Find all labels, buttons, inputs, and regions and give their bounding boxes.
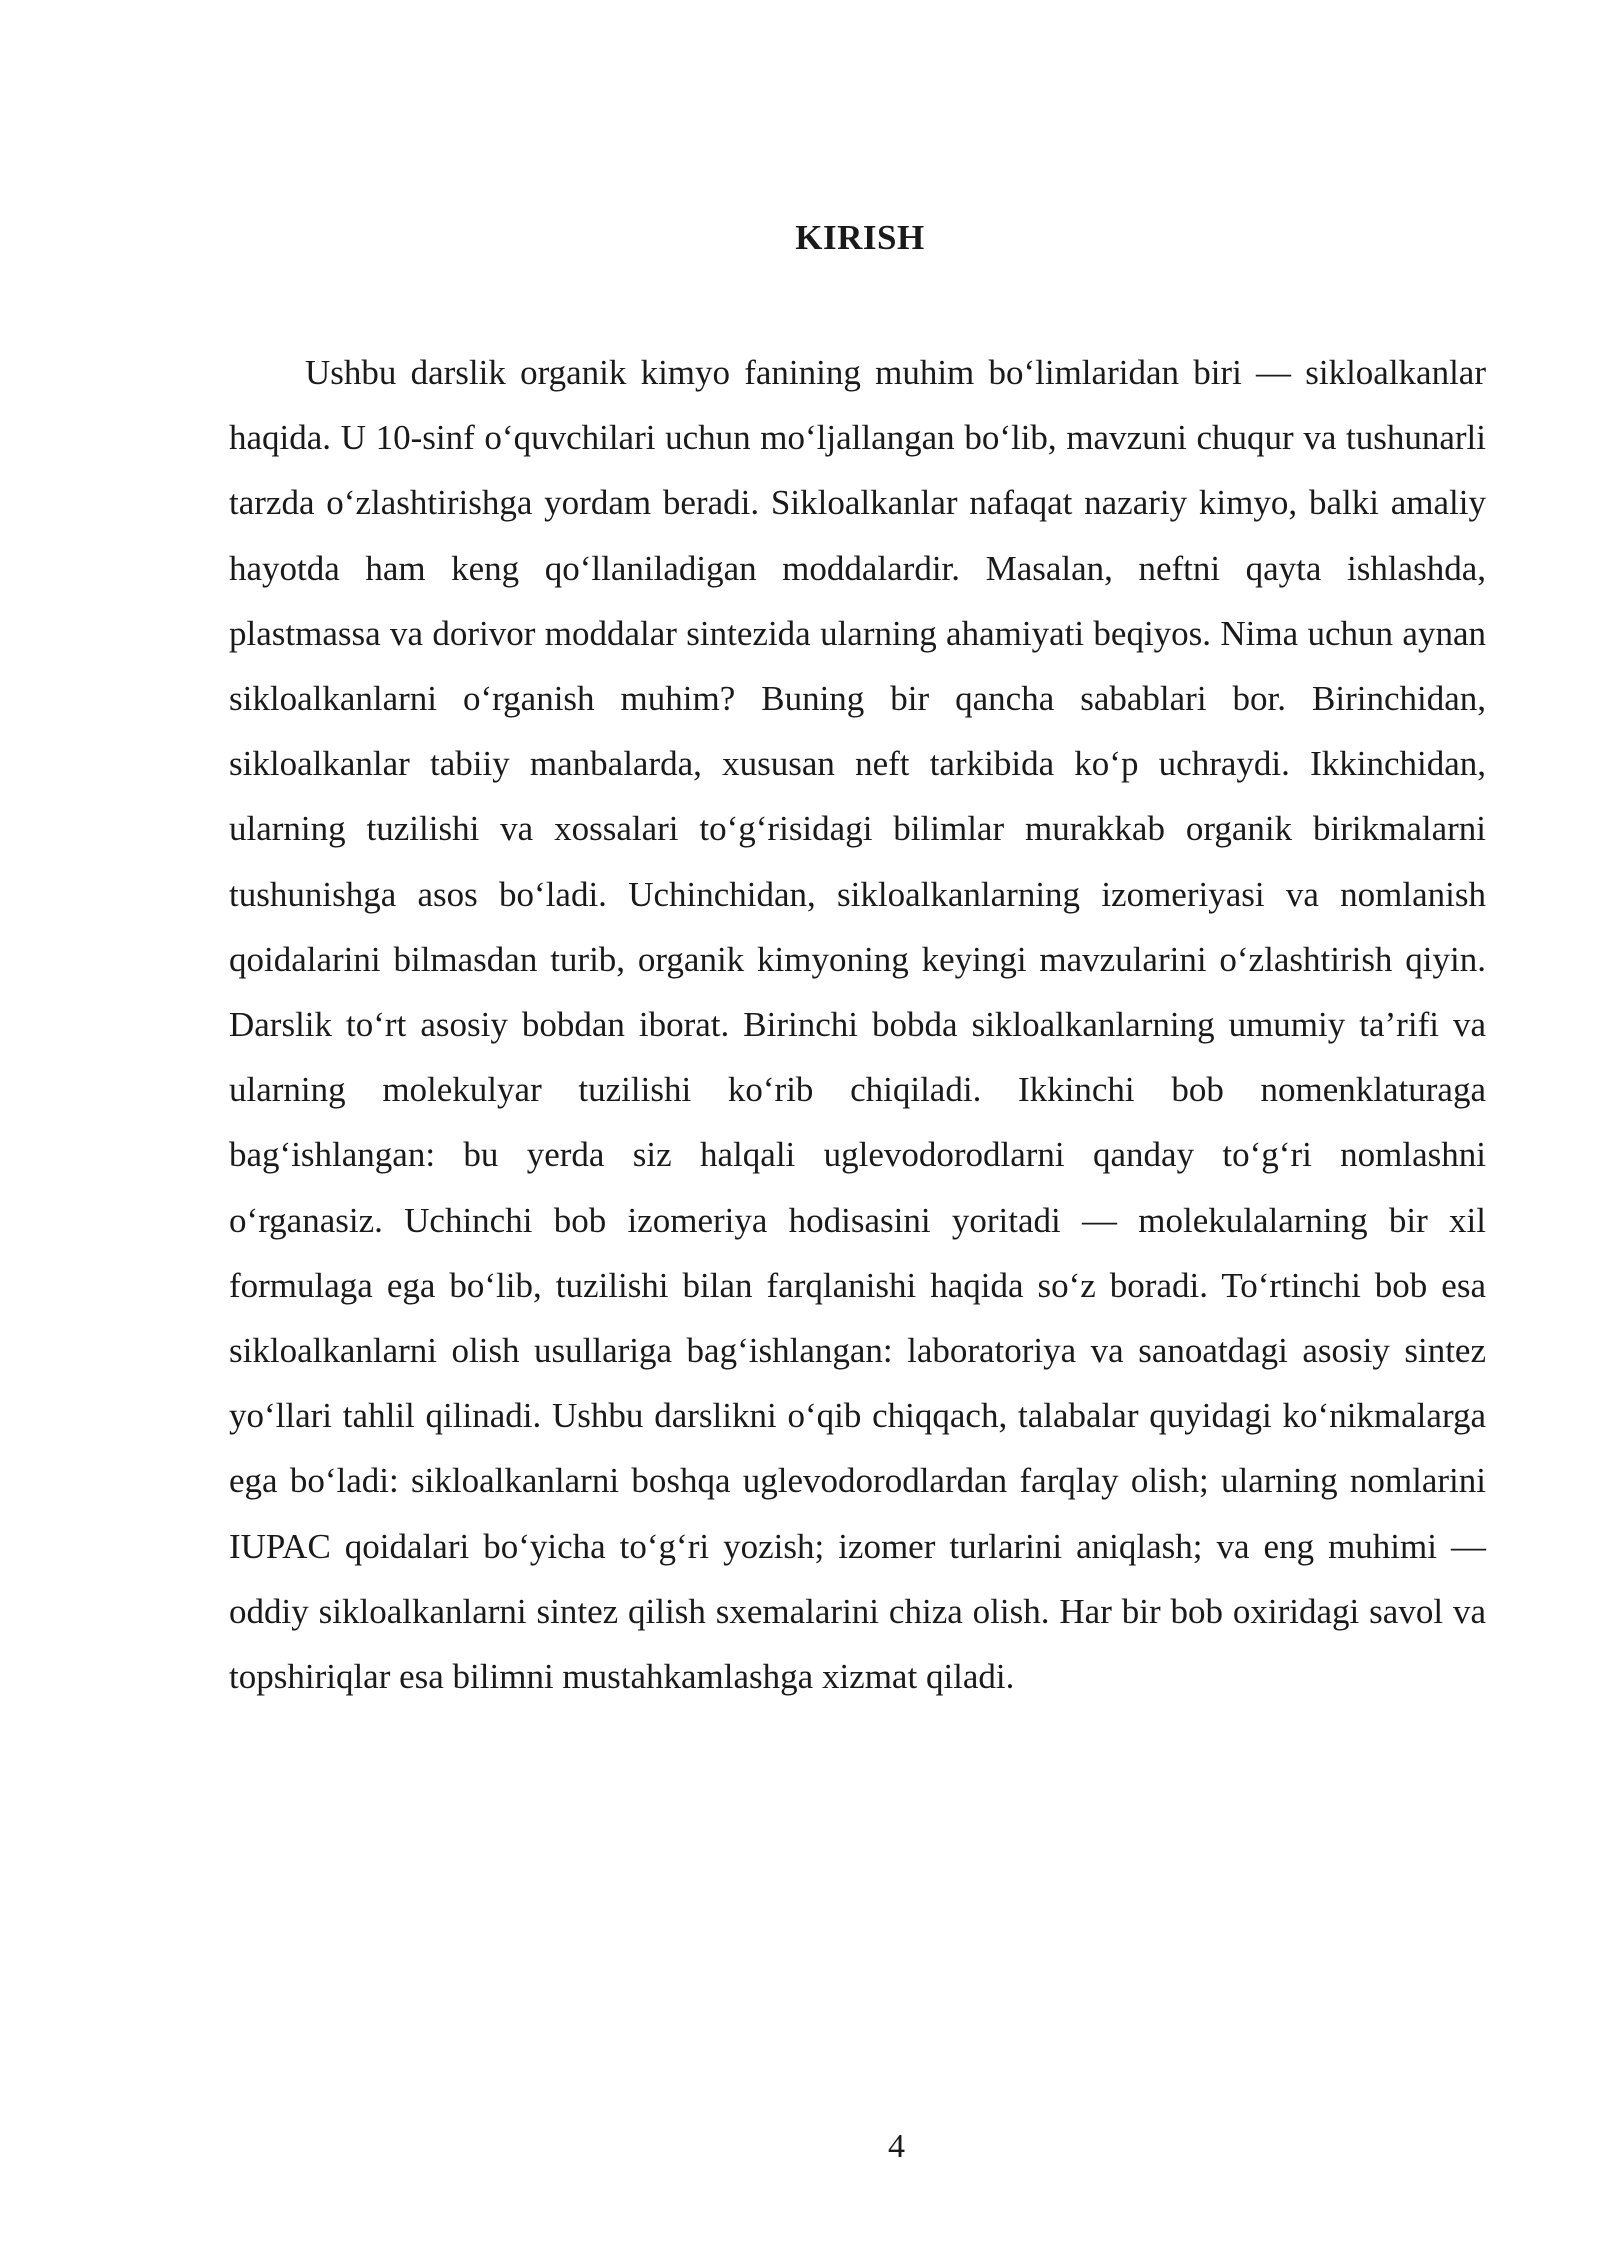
page-number: 4 (888, 2128, 905, 2165)
page-title: KIRISH (795, 218, 925, 257)
body-paragraph: Ushbu darslik organik kimyo fanining muhim bo‘limlaridan biri — sikloalkanlar haqida. U 10-sinf o‘quvchilari uchun mo‘ljallangan bo‘lib, mavzuni chuqur va tushunarli tarzda o‘zlashtirishga yordam beradi. Sikloalkanlar nafaqat nazariy kimyo, balki amaliy hayotda ham keng qo‘llaniladigan moddalardir. Masalan, neftni qayta ishlashda, plastmassa va dorivor moddalar sintezida ularning ahamiyati beqiyos. Nima uchun aynan sikloalkanlarni o‘rganish muhim? Buning bir qancha sabablari bor. Birinchidan, sikloalkanlar tabiiy manbalarda, xususan neft tarkibida ko‘p uchraydi. Ikkinchidan, ularning tuzilishi va xossalari to‘g‘risidagi bilimlar murakkab organik birikmalarni tushunishga asos bo‘ladi. Uchinchidan, sikloalkanlarning izomeriyasi va nomlanish qoidalarini bilmasdan turib, organik kimyoning keyingi mavzularini o‘zlashtirish qiyin. Darslik to‘rt asosiy bobdan iborat. Birinchi bobda sikloalkanlarning umumiy ta’rifi va ularning molekulyar tuzilishi ko‘rib chiqiladi. Ikkinchi bob nomenklaturaga bag‘ishlangan: bu yerda siz halqali uglevodorodlarni qanday to‘g‘ri nomlashni o‘rganasiz. Uchinchi bob izomeriya hodisasini yoritadi — molekulalarning bir xil formulaga ega bo‘lib, tuzilishi bilan farqlanishi haqida so‘z boradi. To‘rtinchi bob esa sikloalkanlarni olish usullariga bag‘ishlangan: laboratoriya va sanoatdagi asosiy sintez yo‘llari tahlil qilinadi. Ushbu darslikni o‘qib chiqqach, talabalar quyidagi ko‘nikmalarga ega bo‘ladi: sikloalkanlarni boshqa uglevodorodlardan farqlay olish; ularning nomlarini IUPAC qoidalari bo‘yicha to‘g‘ri yozish; izomer turlarini aniqlash; va eng muhimi — oddiy sikloalkanlarni sintez qilish sxemalarini chiza olish. Har bir bob oxiridagi savol va topshiriqlar esa bilimni mustahkamlashga xizmat qiladi. (229, 353, 1486, 1697)
